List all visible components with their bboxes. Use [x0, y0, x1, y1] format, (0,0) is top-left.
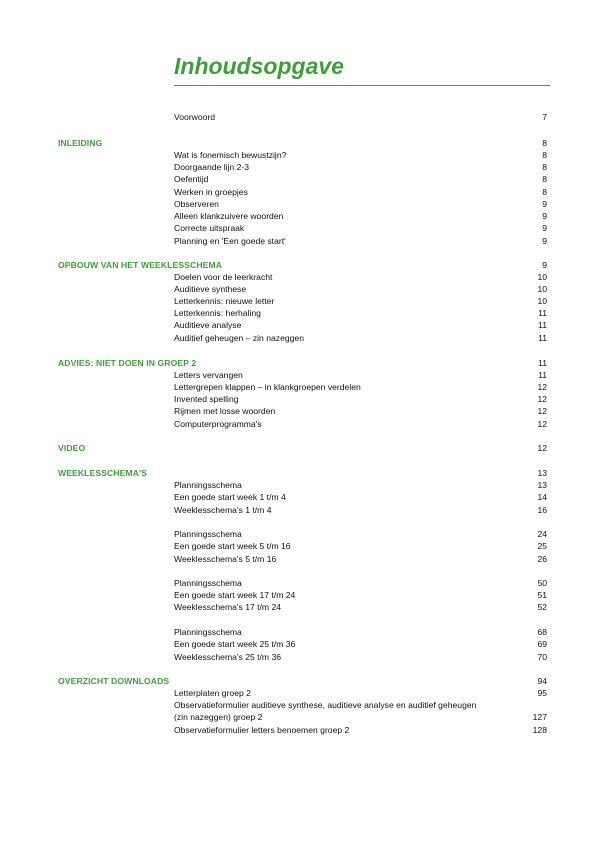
entry-label: (zin nazeggen) groep 2	[174, 712, 263, 722]
section-heading: ADVIES: NIET DOEN IN GROEP 2	[58, 358, 197, 368]
toc-entry-row	[0, 528, 607, 540]
toc-entry-row	[0, 283, 607, 295]
section-heading: INLEIDING	[58, 138, 103, 148]
entry-label: Planningsschema	[174, 578, 242, 588]
entry-label: Een goede start week 25 t/m 36	[174, 639, 296, 649]
page-number: 26	[537, 554, 547, 564]
entry-label: Wat is fonemisch bewustzijn?	[174, 150, 287, 160]
page-number: 12	[537, 419, 547, 429]
page-number: 12	[537, 443, 547, 453]
page-number: 12	[537, 382, 547, 392]
toc-entry-row	[0, 601, 607, 613]
page-number: 70	[537, 652, 547, 662]
page-number: 8	[542, 174, 547, 184]
toc-entry-row	[0, 319, 607, 331]
entry-label: Planning en 'Een goede start'	[174, 236, 286, 246]
entry-label: Doelen voor de leerkracht	[174, 272, 273, 282]
section-heading: OVERZICHT DOWNLOADS	[58, 676, 170, 686]
page-number: 9	[542, 236, 547, 246]
toc-entry-row	[0, 540, 607, 552]
toc-entry-row	[0, 724, 607, 736]
toc-entry-row	[0, 589, 607, 601]
toc-entry-row	[0, 393, 607, 405]
page-number: 69	[537, 639, 547, 649]
toc-entry-row	[0, 332, 607, 344]
page-number: 7	[542, 112, 547, 122]
page-number: 13	[537, 480, 547, 490]
entry-label: Auditieve synthese	[174, 284, 247, 294]
toc-section-row	[0, 259, 607, 271]
page-number: 8	[542, 150, 547, 160]
toc-entry-row	[0, 504, 607, 516]
toc-entry-row	[0, 149, 607, 161]
section-heading: VIDEO	[58, 443, 86, 453]
entry-label: Observatieformulier auditieve synthese, auditieve analyse en auditief geheugen	[174, 700, 477, 710]
toc-entry-row	[0, 381, 607, 393]
entry-label: Observatieformulier letters benoemen groep 2	[174, 725, 350, 735]
toc-entry-row	[0, 307, 607, 319]
toc-entry-row	[0, 651, 607, 663]
entry-label: Alleen klankzuivere woorden	[174, 211, 284, 221]
entry-label: Weeklesschema's 17 t/m 24	[174, 602, 282, 612]
entry-label: Letterkennis: nieuwe letter	[174, 296, 275, 306]
toc-entry-row	[0, 271, 607, 283]
entry-label: Werken in groepjes	[174, 187, 248, 197]
entry-label: Lettergrepen klappen – in klankgroepen verdelen	[174, 382, 361, 392]
toc-entry-row	[0, 173, 607, 185]
entry-label: Auditieve analyse	[174, 320, 242, 330]
page-number: 16	[537, 505, 547, 515]
entry-label: Invented spelling	[174, 394, 239, 404]
toc-section-row	[0, 137, 607, 149]
page-number: 11	[538, 320, 547, 330]
toc-entry-row	[0, 626, 607, 638]
entry-label: Planningsschema	[174, 627, 242, 637]
entry-label: Observeren	[174, 199, 219, 209]
page-number: 24	[537, 529, 547, 539]
page-number: 12	[537, 394, 547, 404]
entry-label: Een goede start week 17 t/m 24	[174, 590, 296, 600]
page-number: 13	[537, 468, 547, 478]
title-divider	[174, 85, 550, 86]
page-number: 9	[542, 223, 547, 233]
page-number: 12	[537, 406, 547, 416]
section-heading: OPBOUW VAN HET WEEKLESSCHEMA	[58, 260, 223, 270]
entry-label: Auditief geheugen – zin nazeggen	[174, 333, 304, 343]
entry-label: Weeklesschema's 1 t/m 4	[174, 505, 272, 515]
toc-entry-row	[0, 295, 607, 307]
entry-label: Computerprogramma's	[174, 419, 262, 429]
page-number: 51	[537, 590, 547, 600]
entry-label: Oefentijd	[174, 174, 209, 184]
toc-section-row	[0, 357, 607, 369]
toc-section-row	[0, 442, 607, 454]
page-number: 10	[537, 272, 547, 282]
toc-entry-row	[0, 405, 607, 417]
toc-entry-row	[0, 418, 607, 430]
toc-section-row	[0, 467, 607, 479]
toc-entry-row	[0, 222, 607, 234]
page-number: 11	[538, 308, 547, 318]
page-number: 11	[538, 358, 547, 368]
page-number: 128	[532, 725, 547, 735]
page-number: 68	[537, 627, 547, 637]
entry-label: Letterkennis: herhaling	[174, 308, 261, 318]
entry-label: Rijmen met losse woorden	[174, 406, 276, 416]
page-number: 11	[538, 370, 547, 380]
entry-label: Een goede start week 5 t/m 16	[174, 541, 291, 551]
page-number: 8	[542, 187, 547, 197]
page-number: 94	[537, 676, 547, 686]
page-number: 9	[542, 199, 547, 209]
page-number: 10	[537, 296, 547, 306]
page-number: 25	[537, 541, 547, 551]
page-number: 8	[542, 138, 547, 148]
page-number: 8	[542, 162, 547, 172]
toc-entry-row	[0, 711, 607, 723]
page-number: 9	[542, 211, 547, 221]
toc-entry-row	[0, 111, 607, 123]
toc-entry-row	[0, 577, 607, 589]
page-number: 9	[542, 260, 547, 270]
entry-label: Letters vervangen	[174, 370, 243, 380]
toc-entry-row	[0, 491, 607, 503]
page-number: 14	[537, 492, 547, 502]
entry-label: Planningsschema	[174, 480, 242, 490]
toc-entry-row	[0, 687, 607, 699]
entry-label: Weeklesschema's 5 t/m 16	[174, 554, 277, 564]
entry-label: Correcte uitspraak	[174, 223, 245, 233]
section-heading: WEEKLESSCHEMA'S	[58, 468, 148, 478]
toc-entry-row	[0, 553, 607, 565]
toc-section-row	[0, 675, 607, 687]
toc-entry-row	[0, 186, 607, 198]
page-number: 11	[538, 333, 547, 343]
toc-entry-row	[0, 479, 607, 491]
entry-label: Weeklesschema's 25 t/m 36	[174, 652, 282, 662]
page-number: 95	[537, 688, 547, 698]
toc-entry-row	[0, 235, 607, 247]
toc-entry-row	[0, 198, 607, 210]
page-title: Inhoudsopgave	[174, 53, 344, 79]
entry-label: Letterplaten groep 2	[174, 688, 251, 698]
page-number: 127	[532, 712, 547, 722]
entry-label: Planningsschema	[174, 529, 242, 539]
entry-label: Een goede start week 1 t/m 4	[174, 492, 286, 502]
entry-label: Voorwoord	[174, 112, 216, 122]
page-number: 50	[537, 578, 547, 588]
toc-entry-row	[0, 161, 607, 173]
toc-entry-row	[0, 210, 607, 222]
page-number: 10	[537, 284, 547, 294]
toc-entry-row	[0, 699, 607, 711]
page-number: 52	[537, 602, 547, 612]
toc-entry-row	[0, 369, 607, 381]
entry-label: Doorgaande lijn 2-3	[174, 162, 250, 172]
toc-entry-row	[0, 638, 607, 650]
